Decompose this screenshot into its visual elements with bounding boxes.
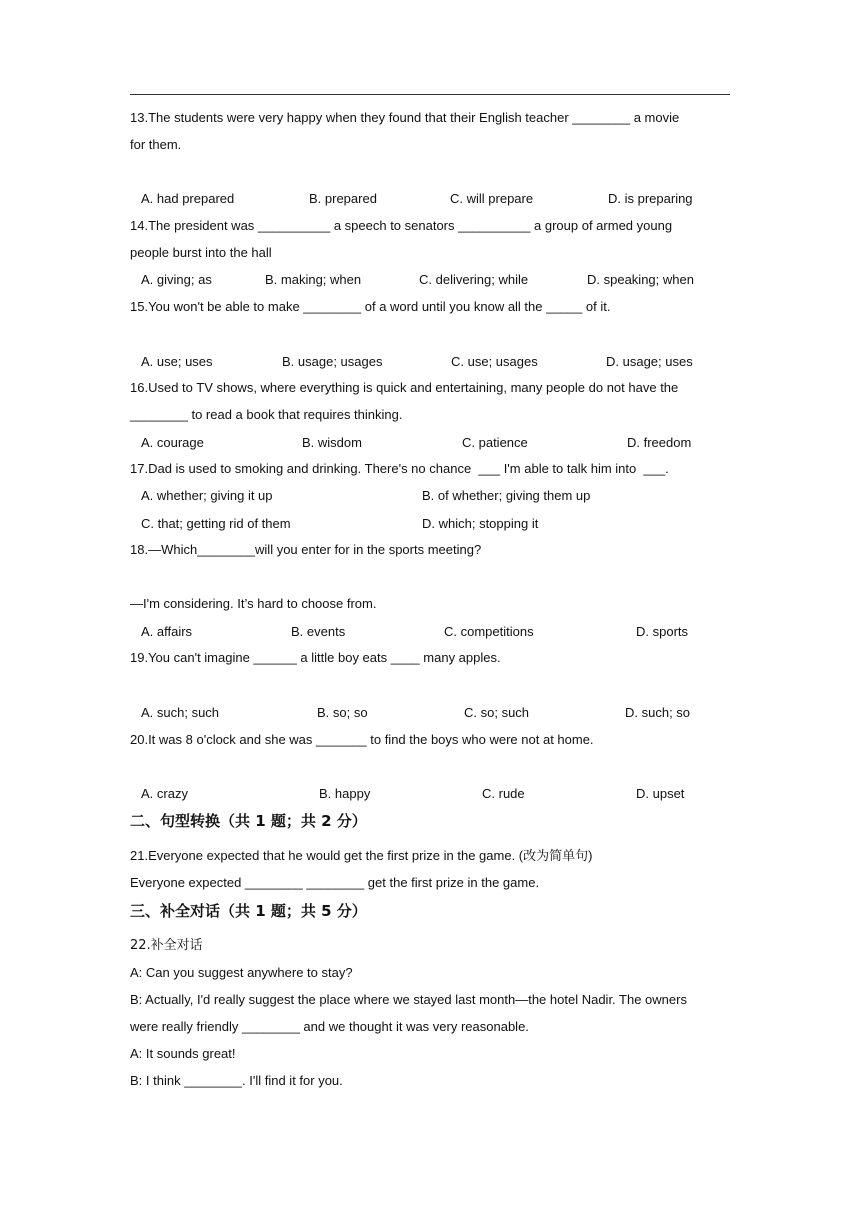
q19-option-c: C. so; such bbox=[464, 705, 530, 720]
q20-option-a: A. crazy bbox=[141, 786, 188, 801]
dialogue-line: B: Actually, I'd really suggest the place where we stayed last month—the hotel Nadir. The owners bbox=[130, 992, 687, 1007]
question-14-text-cont: people burst into the hall bbox=[130, 245, 272, 260]
q15-option-c: C. use; usages bbox=[451, 354, 538, 369]
q14-option-d: D. speaking; when bbox=[587, 272, 694, 287]
dialogue-line: were really friendly ________ and we thought it was very reasonable. bbox=[130, 1019, 529, 1034]
q17-option-d: D. which; stopping it bbox=[422, 516, 539, 531]
dialogue-line: A: Can you suggest anywhere to stay? bbox=[130, 965, 353, 980]
section-3-heading: 三、补全对话（共 1 题；共 5 分） bbox=[130, 902, 367, 920]
q16-option-b: B. wisdom bbox=[302, 435, 362, 450]
q19-option-a: A. such; such bbox=[141, 705, 220, 720]
q20-option-b: B. happy bbox=[319, 786, 371, 801]
q20-option-c: C. rude bbox=[482, 786, 525, 801]
q19-option-b: B. so; so bbox=[317, 705, 368, 720]
q17-option-a: A. whether; giving it up bbox=[141, 488, 273, 503]
question-19-text: 19.You can't imagine ______ a little boy eats ____ many apples. bbox=[130, 650, 501, 665]
question-13-text: 13.The students were very happy when they found that their English teacher ________ a movie bbox=[130, 110, 680, 125]
q13-option-d: D. is preparing bbox=[608, 191, 693, 206]
dialogue-line: A: It sounds great! bbox=[130, 1046, 236, 1061]
question-21-answer-line: Everyone expected ________ ________ get the first prize in the game. bbox=[130, 875, 540, 890]
question-20-text: 20.It was 8 o'clock and she was _______ to find the boys who were not at home. bbox=[130, 732, 594, 747]
q14-option-a: A. giving; as bbox=[141, 272, 212, 287]
q15-option-b: B. usage; usages bbox=[282, 354, 383, 369]
q18-option-d: D. sports bbox=[636, 624, 689, 639]
question-15-text: 15.You won't be able to make ________ of a word until you know all the _____ of it. bbox=[130, 299, 611, 314]
q18-option-a: A. affairs bbox=[141, 624, 193, 639]
section-2-heading: 二、句型转换（共 1 题；共 2 分） bbox=[130, 812, 367, 830]
q18-option-c: C. competitions bbox=[444, 624, 534, 639]
q16-option-c: C. patience bbox=[462, 435, 528, 450]
header-rule bbox=[130, 94, 730, 95]
q15-option-d: D. usage; uses bbox=[606, 354, 693, 369]
q13-option-b: B. prepared bbox=[309, 191, 377, 206]
question-16-text: 16.Used to TV shows, where everything is quick and entertaining, many people do not have the bbox=[130, 380, 679, 395]
q17-option-c: C. that; getting rid of them bbox=[141, 516, 291, 531]
question-13-text-cont: for them. bbox=[130, 137, 182, 152]
q14-option-b: B. making; when bbox=[265, 272, 362, 287]
q18-option-b: B. events bbox=[291, 624, 346, 639]
question-21-text: 21.Everyone expected that he would get the first prize in the game. (改为简单句) bbox=[130, 848, 593, 863]
q16-option-d: D. freedom bbox=[627, 435, 692, 450]
question-18-text: 18.—Which________will you enter for in the sports meeting? bbox=[130, 542, 482, 557]
question-18-reply: —I'm considering. It’s hard to choose from. bbox=[130, 596, 377, 611]
q20-option-d: D. upset bbox=[636, 786, 685, 801]
question-17-text: 17.Dad is used to smoking and drinking. There's no chance ___ I'm able to talk him into ___. bbox=[130, 461, 669, 476]
q14-option-c: C. delivering; while bbox=[419, 272, 529, 287]
q13-option-a: A. had prepared bbox=[141, 191, 235, 206]
q16-option-a: A. courage bbox=[141, 435, 204, 450]
question-22-title: 22.补全对话 bbox=[130, 938, 203, 953]
q13-option-c: C. will prepare bbox=[450, 191, 534, 206]
q17-option-b: B. of whether; giving them up bbox=[422, 488, 591, 503]
dialogue-line: B: I think ________. I'll find it for you. bbox=[130, 1073, 343, 1088]
question-16-text-cont: ________ to read a book that requires thinking. bbox=[130, 407, 403, 422]
q15-option-a: A. use; uses bbox=[141, 354, 213, 369]
question-14-text: 14.The president was __________ a speech to senators __________ a group of armed young bbox=[130, 218, 673, 233]
q19-option-d: D. such; so bbox=[625, 705, 691, 720]
